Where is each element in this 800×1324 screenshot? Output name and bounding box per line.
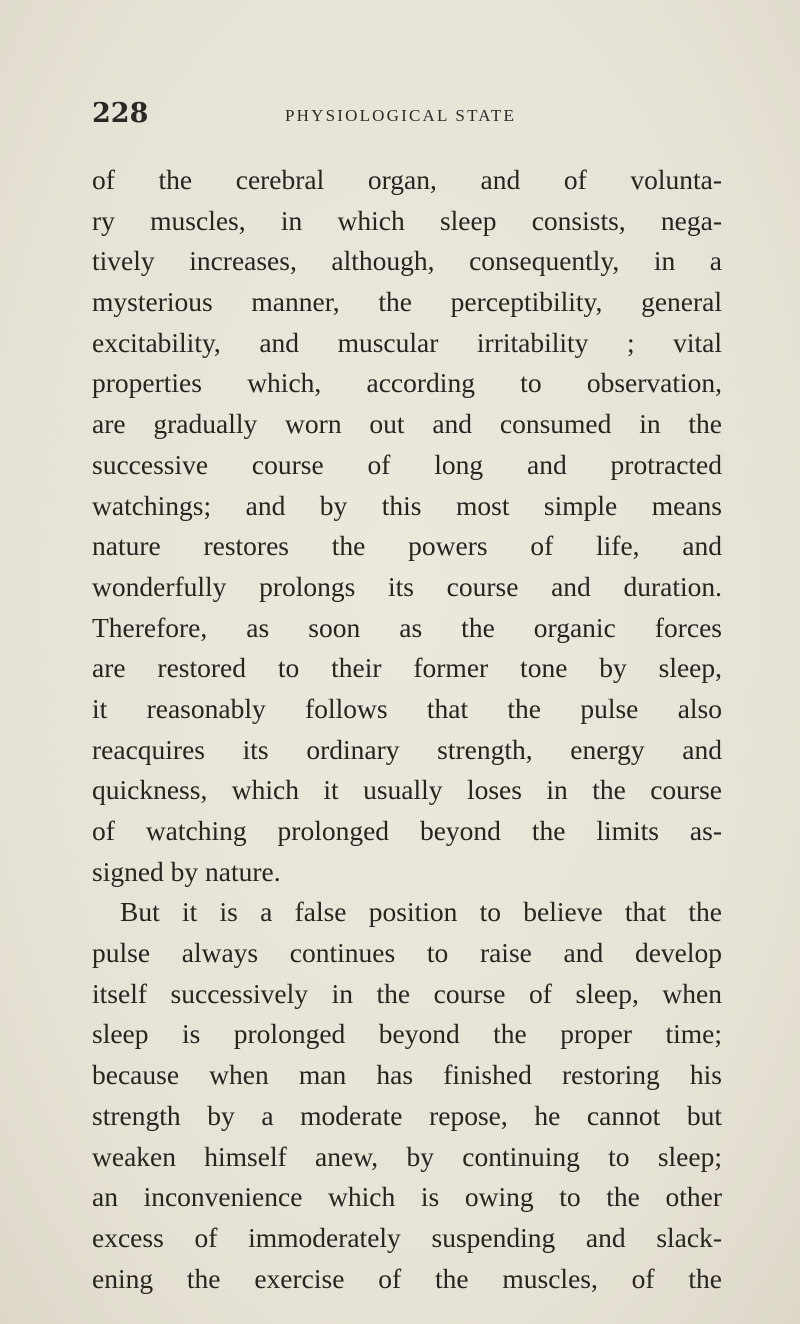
text-line: ening the exercise of the muscles, of the — [92, 1262, 722, 1294]
text-line: excess of immoderately suspending and slack- — [92, 1221, 722, 1253]
body-text — [92, 160, 722, 1299]
text-line: of the cerebral organ, and of volunta- — [92, 164, 722, 195]
page-header — [92, 98, 712, 132]
text-line: signed by nature. — [92, 855, 281, 887]
text-line: reacquires its ordinary strength, energy and — [92, 733, 722, 765]
page-number: 228 — [92, 98, 149, 129]
text-line: are restored to their former tone by sleep, — [92, 652, 722, 684]
text-line: strength by a moderate repose, he cannot but — [92, 1099, 722, 1131]
text-line: ry muscles, in which sleep consists, nega- — [92, 204, 722, 236]
text-line: are gradually worn out and consumed in the — [92, 408, 722, 440]
text-line: nature restores the powers of life, and — [92, 530, 722, 562]
text-line: itself successively in the course of sleep, when — [92, 977, 722, 1009]
paragraph — [92, 892, 722, 1299]
text-line: it reasonably follows that the pulse also — [92, 692, 722, 724]
text-line: successive course of long and protracted — [92, 448, 722, 480]
text-line: Therefore, as soon as the organic forces — [92, 611, 722, 643]
text-line: wonderfully prolongs its course and duration. — [92, 570, 722, 602]
text-line: mysterious manner, the perceptibility, general — [92, 286, 722, 318]
text-line: tively increases, although, consequently, in a — [92, 245, 722, 277]
text-line: watchings; and by this most simple means — [92, 489, 722, 521]
paragraph — [92, 160, 722, 892]
text-line: of watching prolonged beyond the limits as- — [92, 815, 722, 846]
text-line: pulse always continues to raise and develop — [92, 937, 722, 969]
text-line: an inconvenience which is owing to the other — [92, 1181, 722, 1213]
text-line: properties which, according to observation, — [92, 367, 722, 399]
text-line: But it is a false position to believe that the — [120, 896, 722, 928]
text-line: because when man has finished restoring his — [92, 1059, 722, 1091]
text-line: quickness, which it usually loses in the course — [92, 774, 722, 806]
text-line: excitability, and muscular irritability ; vital — [92, 326, 722, 358]
text-line: weaken himself anew, by continuing to sleep; — [92, 1140, 722, 1172]
running-head: PHYSIOLOGICAL STATE — [285, 106, 517, 125]
text-line: sleep is prolonged beyond the proper time; — [92, 1018, 722, 1050]
